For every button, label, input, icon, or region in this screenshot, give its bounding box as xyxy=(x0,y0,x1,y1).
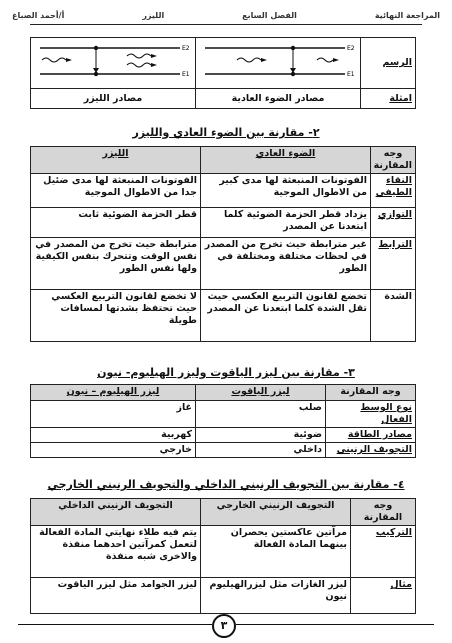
ruby-vs-hene-table xyxy=(30,384,416,458)
spontaneous-emission-diagram xyxy=(197,38,360,84)
aspect-cell: النقاء الطيفي xyxy=(371,174,416,208)
section2-title: ٢- مقارنة بين الضوء العادي والليزر xyxy=(132,126,320,139)
normal-cell: يزداد قطر الحزمة الضوئية كلما ابتعدنا عن المصدر xyxy=(201,208,371,238)
head-laser: الليزر xyxy=(31,147,201,174)
ruby-cell: صلب xyxy=(196,401,326,428)
normal-cell: غير مترابطة حيث تخرج من المصدر في لحظات مختلفة ومختلفة في الطور xyxy=(201,238,371,290)
laser-cell: لا تخضع لقانون التربيع العكسي حيث تحتفظ بشدتها لمسافات طويلة xyxy=(31,290,201,342)
page-header xyxy=(12,8,440,22)
external-cell: مرآتين عاكستين يحصران بينهما المادة الفعالة xyxy=(201,526,351,578)
header-author-label: أ/أحمد الصباغ xyxy=(12,10,65,20)
head-internal-cavity: التجويف الرنيني الداخلي xyxy=(31,499,201,526)
drawing-row-label: الرسم xyxy=(361,38,416,89)
stimulated-emission-diagram xyxy=(32,38,195,84)
head-aspect: وجه المقارنة xyxy=(351,499,416,526)
aspect-cell: نوع الوسط الفعال xyxy=(326,401,416,428)
head-external-cavity: التجويف الرنيني الخارجي xyxy=(201,499,351,526)
diagram-e1-label: E1 xyxy=(182,71,190,78)
aspect-cell: التوازي xyxy=(371,208,416,238)
normal-cell: الفوتونات المنبعثة لها مدى كبير من الاطوال الموجية xyxy=(201,174,371,208)
ruby-cell: ضوئية xyxy=(196,428,326,443)
section4-title: ٤- مقارنة بين التجويف الرنيني الداخلي والتجويف الرنيني الخارجي xyxy=(47,478,405,491)
diagram-table xyxy=(30,37,416,109)
aspect-cell: الشدة xyxy=(371,290,416,342)
external-cell: ليزر الغازات مثل ليزرالهيليوم نيون xyxy=(201,578,351,614)
laser-sources-cell: مصادر الليزر xyxy=(31,89,196,109)
header-divider xyxy=(30,24,422,25)
diagram-e1-label: E1 xyxy=(347,71,355,78)
normal-vs-laser-table xyxy=(30,146,416,342)
footer-line-right xyxy=(236,624,434,625)
aspect-cell: الترابط xyxy=(371,238,416,290)
aspect-cell: التركيب xyxy=(351,526,416,578)
laser-cell: مترابطة حيث تخرج من المصدر في نفس الوقت وتتحرك بنفس الكيفية ولها نفس الطور xyxy=(31,238,201,290)
internal-cell: يتم فيه طلاء نهايتي المادة الفعالة لتعمل كمرآتين احدهما منفذة والاخرى شبه منفذة xyxy=(31,526,201,578)
aspect-cell: مثال xyxy=(351,578,416,614)
head-normal-light: الضوء العادي xyxy=(201,147,371,174)
head-aspect: وجه المقارنة xyxy=(371,147,416,174)
head-hene-laser: ليزر الهيليوم – نيون xyxy=(31,385,196,401)
ruby-cell: داخلي xyxy=(196,443,326,458)
head-aspect: وجه المقارنة xyxy=(326,385,416,401)
normal-light-sources-cell: مصادر الضوء العادية xyxy=(196,89,361,109)
laser-diagram-cell xyxy=(31,38,196,89)
internal-cell: ليزر الجوامد مثل ليزر الياقوت xyxy=(31,578,201,614)
normal-light-diagram-cell xyxy=(196,38,361,89)
header-chapter-label: الفصل السابع xyxy=(242,10,297,20)
hene-cell: كهربية xyxy=(31,428,196,443)
head-ruby-laser: ليزر الياقوت xyxy=(196,385,326,401)
diagram-e2-label: E2 xyxy=(347,45,355,52)
examples-row-label: امثلة xyxy=(361,89,416,109)
header-topic-label: الليزر xyxy=(142,10,165,20)
header-review-label: المراجعة النهائية xyxy=(374,10,440,20)
normal-cell: تخضع لقانون التربيع العكسي حيث تقل الشدة كلما ابتعدنا عن المصدر xyxy=(201,290,371,342)
cavity-comparison-table xyxy=(30,498,416,614)
section3-title: ٣- مقارنة بين ليزر الياقوت وليزر الهيليوم- نيون xyxy=(97,366,355,379)
page-number: ٣ xyxy=(212,614,236,638)
hene-cell: خارجي xyxy=(31,443,196,458)
hene-cell: غاز xyxy=(31,401,196,428)
diagram-e2-label: E2 xyxy=(182,45,190,52)
laser-cell: الفوتونات المنبعثة لها مدى ضئيل جدا من الاطوال الموجية xyxy=(31,174,201,208)
footer-line-left xyxy=(18,624,212,625)
laser-cell: قطر الحزمة الضوئية ثابت xyxy=(31,208,201,238)
aspect-cell: مصادر الطاقة xyxy=(326,428,416,443)
aspect-cell: التجويف الرنيني xyxy=(326,443,416,458)
